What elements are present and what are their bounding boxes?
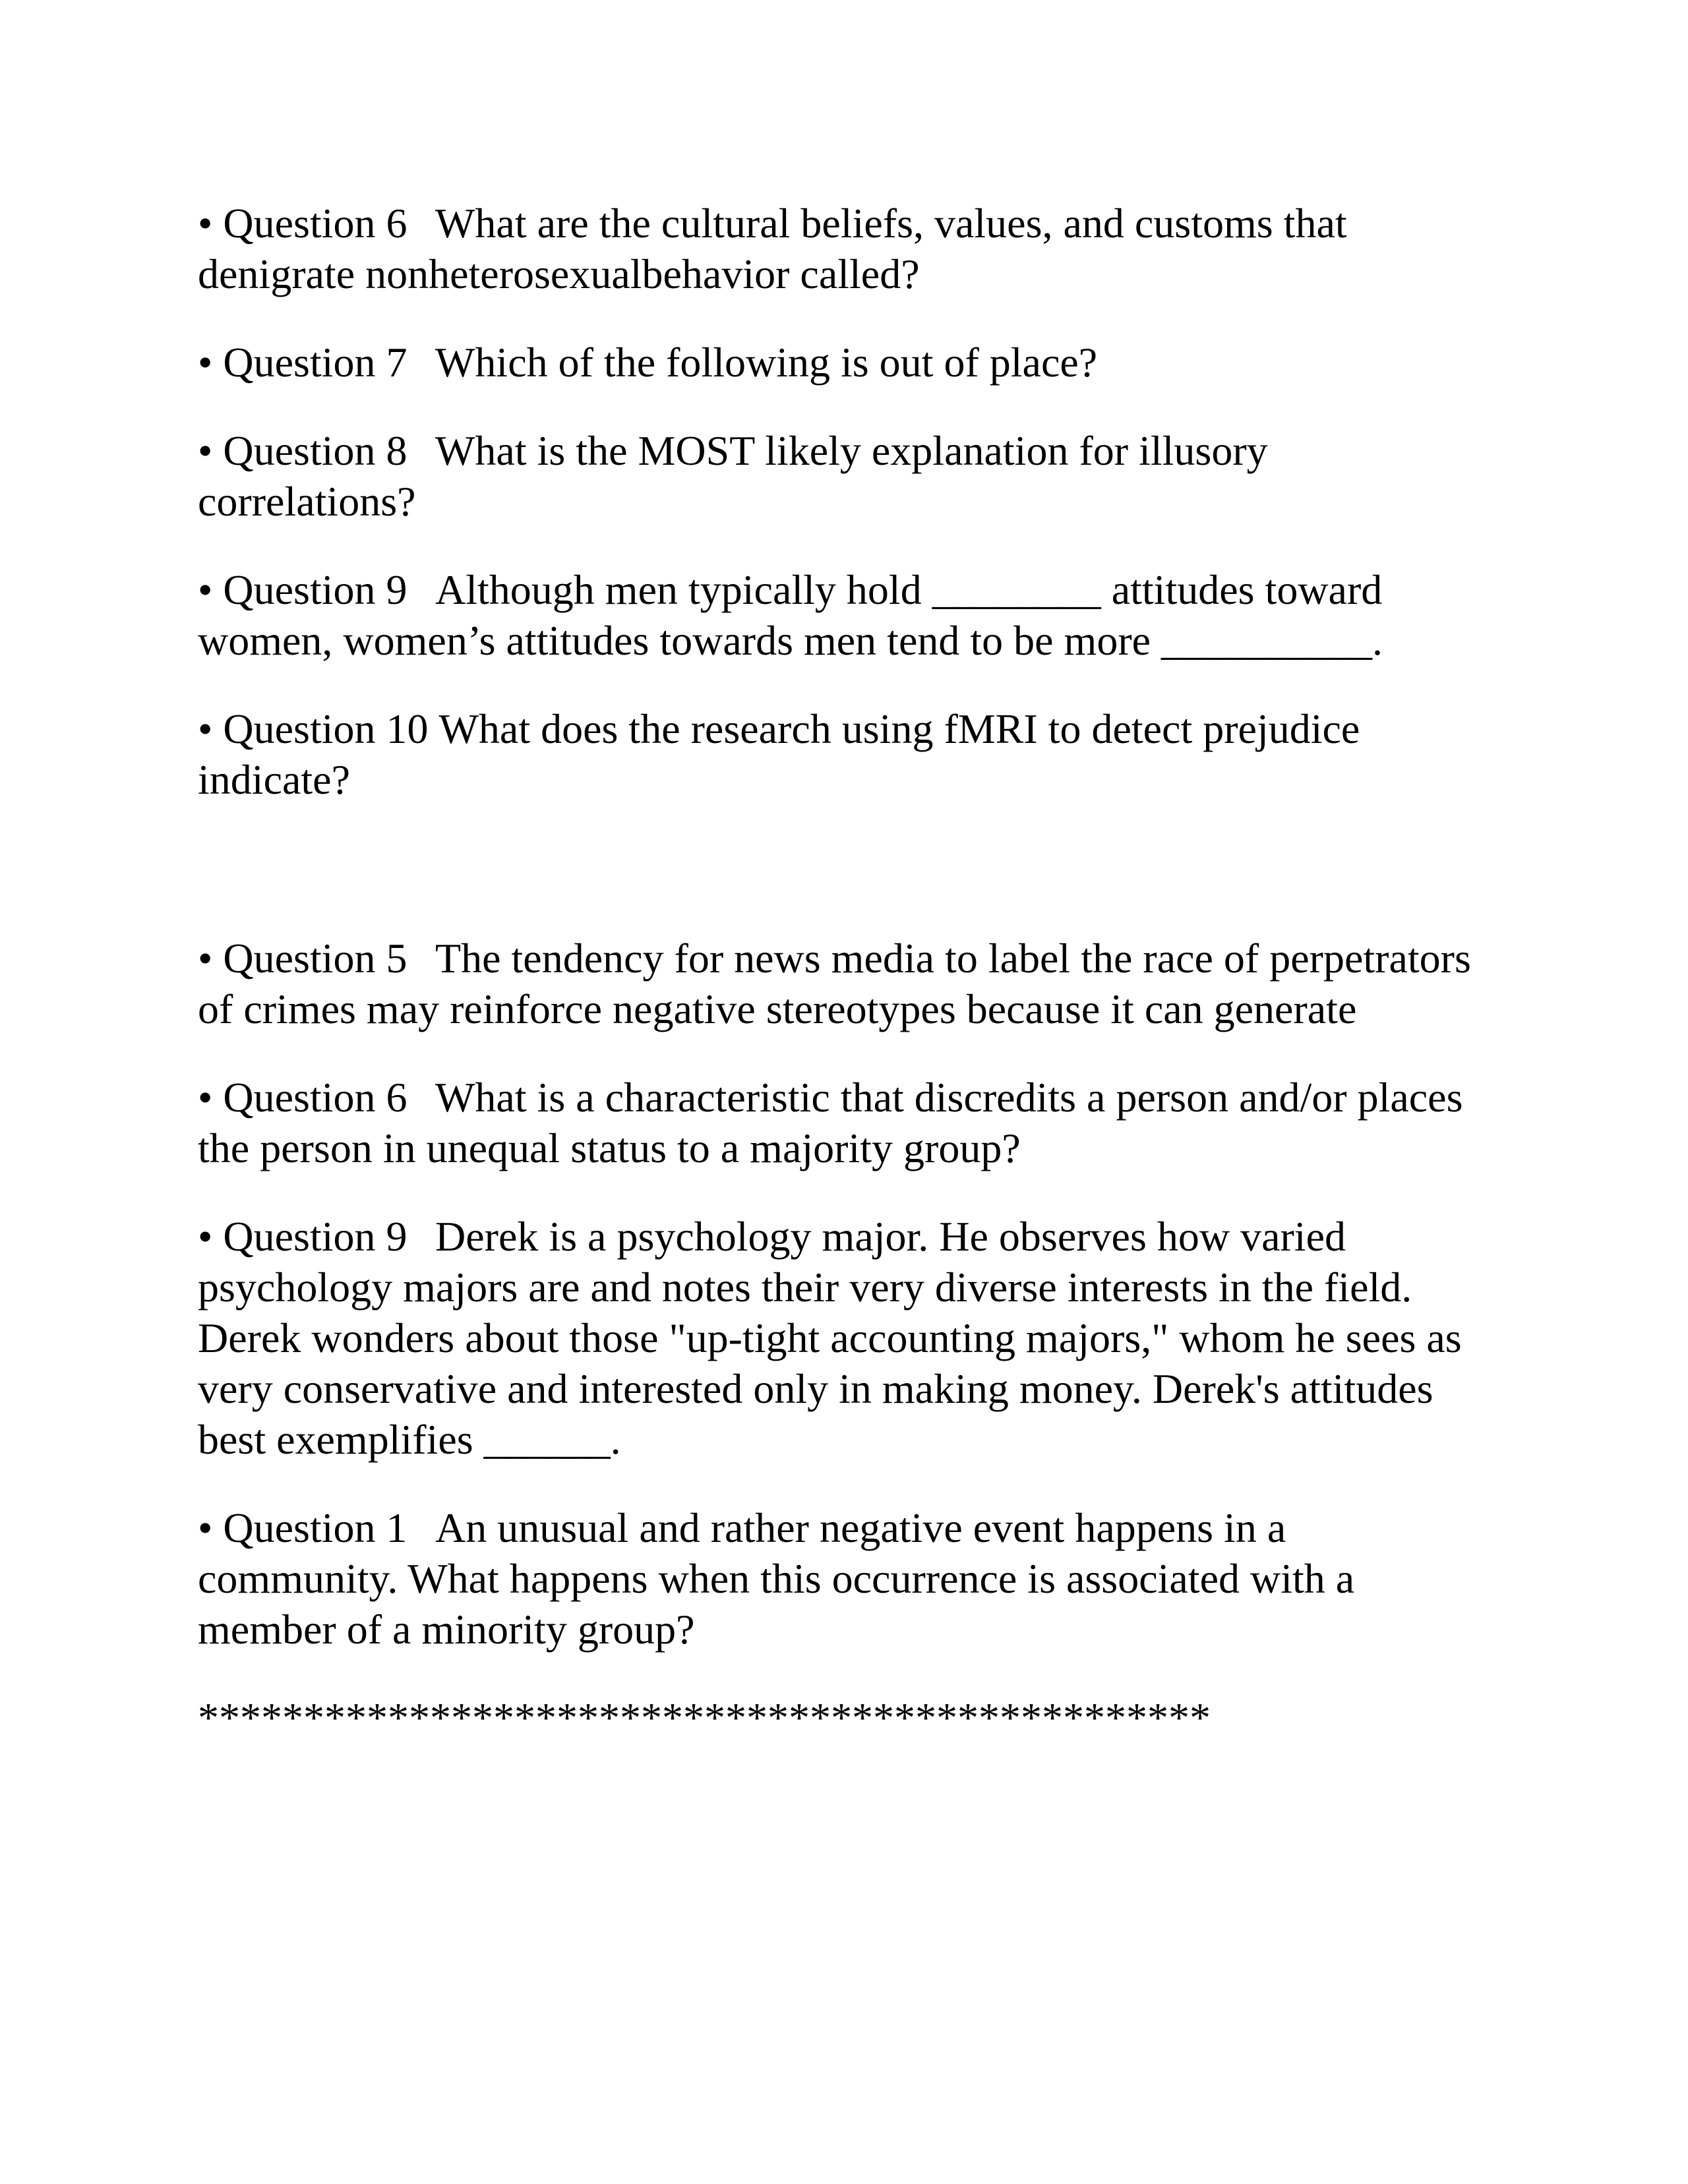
question-item — [198, 703, 1490, 805]
question-item — [198, 337, 1490, 388]
question-label: • Question 1 — [198, 1504, 407, 1551]
question-label: • Question 10 — [198, 705, 429, 752]
question-label: • Question 8 — [198, 427, 407, 474]
asterisk-separator: ************************************************ — [198, 1694, 1211, 1741]
question-label: • Question 7 — [198, 339, 407, 386]
question-text: What is the MOST likely explanation for illusory correlations? — [198, 427, 1268, 525]
question-item — [198, 1072, 1490, 1173]
question-text: The tendency for news media to label the race of perpetrators of crimes may reinforce negative stereotypes because it can generate — [198, 935, 1471, 1032]
question-label: • Question 6 — [198, 200, 407, 247]
question-item — [198, 1211, 1490, 1465]
question-text: Derek is a psychology major. He observes how varied psychology majors are and notes their very diverse interests in the field. Derek wonders about those "up-tight accounting majors," whom he sees as very conservative and interested only in making money. Derek's attitudes best exemplifies ______. — [198, 1213, 1462, 1463]
question-label: • Question 9 — [198, 566, 407, 613]
question-item — [198, 425, 1490, 527]
question-text: Although men typically hold ________ attitudes toward women, women’s attitudes towards men tend to be more __________. — [198, 566, 1383, 664]
question-text: An unusual and rather negative event happens in a community. What happens when this occurrence is associated with a member of a minority group? — [198, 1504, 1355, 1653]
question-label: • Question 6 — [198, 1074, 407, 1121]
question-text: What is a characteristic that discredits a person and/or places the person in unequal status to a majority group? — [198, 1074, 1463, 1171]
question-label: • Question 9 — [198, 1213, 407, 1260]
question-text: Which of the following is out of place? — [435, 339, 1098, 386]
question-text: What are the cultural beliefs, values, and customs that denigrate nonheterosexualbehavior called? — [198, 200, 1347, 297]
question-item — [198, 1502, 1490, 1655]
question-item — [198, 564, 1490, 666]
question-label: • Question 5 — [198, 935, 407, 982]
question-item — [198, 198, 1490, 299]
document-body — [198, 198, 1490, 1743]
section-gap — [198, 842, 1490, 933]
question-text: What does the research using fMRI to detect prejudice indicate? — [198, 705, 1360, 803]
question-item — [198, 933, 1490, 1034]
